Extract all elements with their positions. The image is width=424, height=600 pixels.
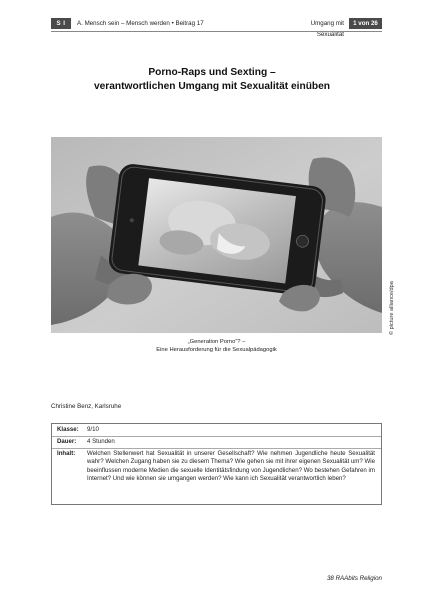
info-divider	[52, 436, 381, 437]
header-divider	[51, 31, 382, 32]
klasse-label: Klasse:	[57, 426, 79, 433]
author-line: Christine Benz, Karlsruhe	[51, 403, 122, 410]
series-label: A. Mensch sein – Mensch werden • Beitrag 17	[77, 20, 204, 27]
info-row-dauer	[57, 438, 375, 446]
info-row-klasse	[57, 426, 375, 434]
title-line-2: verantwortlichen Umgang mit Sexualität einüben	[93, 80, 331, 92]
publisher-footer: 38 RAAbits Religion	[326, 575, 382, 582]
info-divider	[52, 448, 381, 449]
topic-label: Umgang mit Sexualität	[310, 20, 344, 38]
inhalt-value: Welchen Stellenwert hat Sexualität in unserer Gesellschaft? Wie nehmen Jugendliche heute Sexualität wahr? Welchen Zugang haben sie zu diesem Thema? Wie gehen sie mit ihrer eigenen Sexualität um? Wie beeinflussen moderne Medien die sexuelle Identitätsfindung von Jugendlichen? Wo bestehen Gefahren im Internet? Und wie können sie umgangen werden? Wie kann ich Sexualität verantwortlich leben?	[87, 450, 375, 483]
dauer-value: 4 Stunden	[87, 438, 115, 445]
klasse-value: 9/10	[87, 426, 99, 433]
section-code-badge: S I	[51, 18, 71, 29]
running-header	[51, 18, 382, 38]
info-row-inhalt	[57, 450, 375, 484]
caption-line-1: „Generation Porno“? –	[187, 339, 246, 345]
photo-hands-holding-smartphone	[51, 137, 382, 333]
dauer-label: Dauer:	[57, 438, 77, 445]
page-number-badge: 1 von 26	[349, 18, 382, 29]
title-line-1: Porno-Raps und Sexting –	[148, 67, 276, 78]
caption-line-2: Eine Herausforderung für die Sexualpädagogik	[156, 346, 277, 353]
lesson-info-box	[51, 423, 382, 505]
page-title	[40, 66, 384, 93]
photo-caption	[51, 339, 382, 354]
inhalt-label: Inhalt:	[57, 450, 76, 457]
photo-credit: © picture alliance/dpa	[389, 281, 395, 335]
